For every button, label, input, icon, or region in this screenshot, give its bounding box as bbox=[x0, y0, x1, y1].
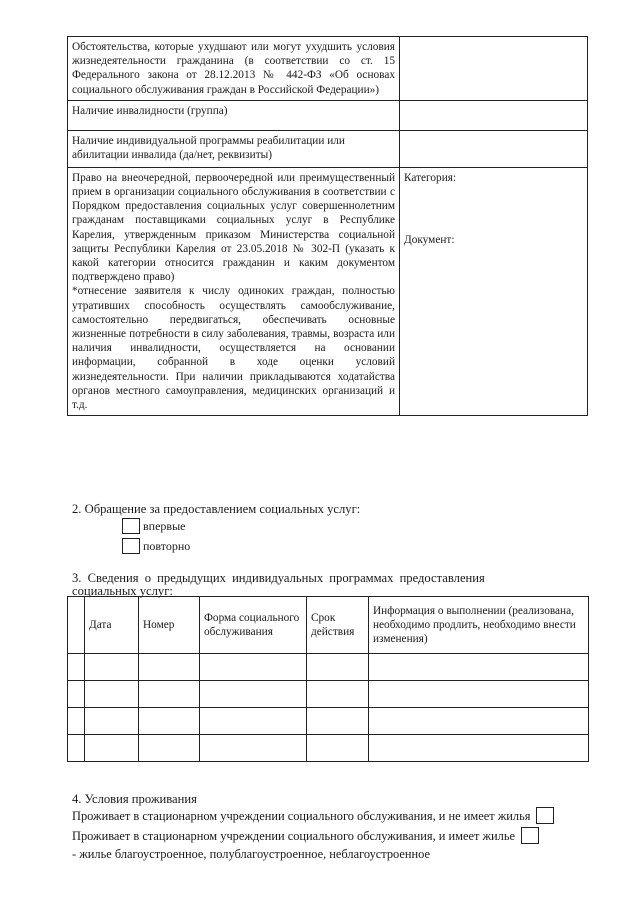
table-row bbox=[68, 167, 588, 415]
housing-type-row bbox=[72, 846, 430, 862]
table-row bbox=[68, 708, 589, 735]
table-cell[interactable] bbox=[307, 681, 369, 708]
header-form: Форма социального обслуживания bbox=[200, 597, 307, 654]
applicant-info-table bbox=[67, 36, 588, 416]
table-cell[interactable] bbox=[139, 654, 200, 681]
header-info: Информация о выполнении (реализована, необходимо продлить, необходимо внести изменения) bbox=[369, 597, 589, 654]
previous-programs-table bbox=[67, 596, 589, 762]
table-cell[interactable] bbox=[85, 681, 139, 708]
rehab-program-value-cell[interactable] bbox=[400, 130, 588, 167]
checkbox-has-housing[interactable] bbox=[521, 827, 539, 844]
table-cell[interactable] bbox=[307, 735, 369, 762]
circumstances-value-cell[interactable] bbox=[400, 37, 588, 101]
category-label: Категория: bbox=[404, 171, 457, 184]
table-cell[interactable] bbox=[200, 681, 307, 708]
table-cell[interactable] bbox=[200, 654, 307, 681]
table-cell[interactable] bbox=[200, 708, 307, 735]
table-cell[interactable] bbox=[85, 708, 139, 735]
table-cell[interactable] bbox=[68, 654, 85, 681]
table-row bbox=[68, 735, 589, 762]
table-cell[interactable] bbox=[85, 654, 139, 681]
table-row bbox=[68, 130, 588, 167]
header-term: Срок действия bbox=[307, 597, 369, 654]
header-index bbox=[68, 597, 85, 654]
header-date: Дата bbox=[85, 597, 139, 654]
table-cell[interactable] bbox=[68, 681, 85, 708]
disability-value-cell[interactable] bbox=[400, 100, 588, 130]
table-cell[interactable] bbox=[139, 681, 200, 708]
table-row bbox=[68, 681, 589, 708]
option-repeat-label: повторно bbox=[143, 538, 191, 553]
table-header-row bbox=[68, 597, 589, 654]
table-cell[interactable] bbox=[68, 708, 85, 735]
circumstances-cell: Обстоятельства, которые ухудшают или могут ухудшить условия жизнедеятельности гражданина (в соответствии со ст. 15 Федерального закона от 28.12.2013 № 442-ФЗ «Об основах социального обслуживания граждан в Российской Федерации») bbox=[68, 37, 400, 101]
table-cell[interactable] bbox=[369, 708, 589, 735]
header-number: Номер bbox=[139, 597, 200, 654]
table-cell[interactable] bbox=[307, 654, 369, 681]
table-cell[interactable] bbox=[307, 708, 369, 735]
table-cell[interactable] bbox=[85, 735, 139, 762]
housing-type-label: - жилье благоустроенное, полублагоустроенное, неблагоустроенное bbox=[72, 847, 431, 861]
checkbox-repeat[interactable] bbox=[122, 538, 140, 554]
table-row bbox=[68, 654, 589, 681]
priority-right-text: Право на внеочередной, первоочередной или преимущественный прием в организации социального обслуживания в соответствии с Порядком предоставления социальных услуг совершеннолетним гражданам поставщиками социальных услуг в Республике Карелия, утвержденным приказом Министерства социальной защиты Республики Карелия от 23.05.2018 № 302-П (указать к какой категории относится гражданин и каким документом подтверждено право) bbox=[72, 171, 395, 284]
rehab-program-cell: Наличие индивидуальной программы реабилитации или абилитации инвалида (да/нет, реквизиты) bbox=[68, 130, 400, 167]
table-cell[interactable] bbox=[200, 735, 307, 762]
priority-right-cell bbox=[68, 167, 400, 415]
living-no-housing-label: Проживает в стационарном учреждении социального обслуживания, и не имеет жилья bbox=[72, 808, 531, 823]
section3-title-line1: 3. Сведения о предыдущих индивидуальных программах предоставления bbox=[72, 571, 485, 585]
section3-title-line2: социальных услуг: bbox=[72, 584, 173, 598]
section4-title: 4. Условия проживания bbox=[72, 792, 197, 806]
table-row bbox=[68, 100, 588, 130]
table-cell[interactable] bbox=[369, 681, 589, 708]
living-no-housing-row bbox=[72, 807, 554, 824]
checkbox-first[interactable] bbox=[122, 518, 140, 534]
table-cell[interactable] bbox=[139, 735, 200, 762]
option-first-row bbox=[122, 518, 185, 534]
section2-title: 2. Обращение за предоставлением социальных услуг: bbox=[72, 502, 361, 516]
living-has-housing-row bbox=[72, 827, 539, 844]
document-label: Документ: bbox=[404, 234, 455, 247]
table-row bbox=[68, 37, 588, 101]
living-has-housing-label: Проживает в стационарном учреждении социального обслуживания, и имеет жилье bbox=[72, 828, 516, 843]
table-cell[interactable] bbox=[369, 735, 589, 762]
priority-right-note: *отнесение заявителя к числу одиноких граждан, полностью утративших способность осуществлять самообслуживание, самостоятельно передвигаться, обеспечивать основные жизненные потребности в силу заболевания, травмы, возраста или наличия инвалидности, осуществляется на основании информации, собранной в ходе оценки условий жизнедеятельности. При наличии прикладываются ходатайства органов местного самоуправления, медицинских организаций и т.д. bbox=[72, 285, 395, 412]
table-cell[interactable] bbox=[68, 735, 85, 762]
option-first-label: впервые bbox=[143, 518, 186, 533]
option-repeat-row bbox=[122, 538, 190, 554]
table-cell[interactable] bbox=[369, 654, 589, 681]
checkbox-no-housing[interactable] bbox=[536, 807, 554, 824]
priority-right-value-cell[interactable] bbox=[400, 167, 588, 415]
table-cell[interactable] bbox=[139, 708, 200, 735]
disability-cell: Наличие инвалидности (группа) bbox=[68, 100, 400, 130]
